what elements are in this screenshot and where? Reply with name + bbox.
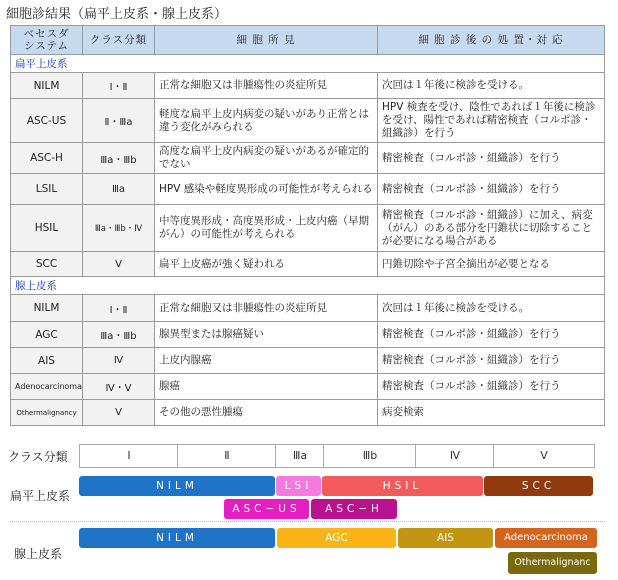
row-action: 精密検査（コルポ診・組織診）を行う — [378, 322, 605, 348]
row-action: 精密検査（コルポ診・組織診）を行う — [378, 174, 605, 205]
header-finding: 細 胞 所 見 — [155, 26, 378, 55]
header-action: 細 胞 診 後 の 処 置・対 応 — [378, 26, 605, 55]
row-name: NILM — [11, 73, 83, 99]
row-class: Ⅳ・Ⅴ — [83, 374, 155, 400]
row-finding: 腺異型または腺癌疑い — [155, 322, 378, 348]
row-name: Othermalignancy — [11, 400, 83, 426]
bar-glandular-adenocarcinoma: Adenocarcinoma — [495, 528, 597, 548]
section-divider — [10, 521, 605, 522]
row-action: 精密検査（コルポ診・組織診）を行う — [378, 348, 605, 374]
row-finding: 正常な細胞又は非腫瘍性の炎症所見 — [155, 295, 378, 322]
row-name: SCC — [11, 252, 83, 277]
row-name: NILM — [11, 295, 83, 322]
row-action: 次回は１年後に検診を受ける。 — [378, 73, 605, 99]
bar-squamous-nilm: NILM — [79, 476, 275, 496]
class-cell: Ⅲb — [323, 444, 416, 468]
bar-squamous-scc: SCC — [484, 476, 593, 496]
bar-glandular-nilm: NILM — [79, 528, 275, 548]
row-finding: その他の悪性腫瘍 — [155, 400, 378, 426]
table-row — [11, 252, 605, 277]
table-row — [11, 400, 605, 426]
row-finding: 中等度異形成・高度異形成・上皮内癌（早期がん）の可能性が考えられる — [155, 205, 378, 252]
row-name: AIS — [11, 348, 83, 374]
table-row — [11, 143, 605, 174]
row-class: Ⅰ・Ⅱ — [83, 295, 155, 322]
row-action: 円錐切除や子宮全摘出が必要となる — [378, 252, 605, 277]
row-class: Ⅰ・Ⅱ — [83, 73, 155, 99]
row-name: ASC-H — [11, 143, 83, 174]
class-cell: Ⅱ — [177, 444, 276, 468]
class-cell: Ⅰ — [79, 444, 178, 468]
row-finding: HPV 感染や軽度異形成の可能性が考えられる — [155, 174, 378, 205]
row-name: Adenocarcinoma — [11, 374, 83, 400]
section-label-squamous: 扁平上皮系 — [11, 55, 605, 73]
row-finding: 腺癌 — [155, 374, 378, 400]
row-action: HPV 検査を受け、陰性であれば１年後に検診を受け、陽性であれば精密検査（コルポ診・組織診）を行う — [378, 99, 605, 143]
bar-glandular-ais: AIS — [398, 528, 493, 548]
row-action: 精密検査（コルポ診・組織診）に加え、病変（がん）のある部分を円錐状に切除することが必要になる場合がある — [378, 205, 605, 252]
bar-glandular-othermalignancy: Othermalignanc — [508, 552, 597, 574]
row-finding: 高度な扁平上皮内病変の疑いがあるが確定的でない — [155, 143, 378, 174]
table-row — [11, 73, 605, 99]
class-cell: Ⅳ — [415, 444, 494, 468]
header-bethesda-line2: システム — [24, 40, 69, 52]
table-header-row — [11, 26, 605, 55]
class-cell: Ⅴ — [493, 444, 595, 468]
row-class: Ⅲa・Ⅲb・Ⅳ — [83, 205, 155, 252]
row-class: Ⅴ — [83, 400, 155, 426]
page-title: 細胞診結果（扁平上皮系・腺上皮系） — [6, 7, 228, 22]
row-name: AGC — [11, 322, 83, 348]
bar-squamous-asc-us: ASC−US — [224, 499, 309, 519]
row-action: 精密検査（コルポ診・組織診）を行う — [378, 374, 605, 400]
bar-glandular-agc: AGC — [277, 528, 396, 548]
class-cell: Ⅲa — [275, 444, 324, 468]
row-finding: 扁平上皮癌が強く疑われる — [155, 252, 378, 277]
table-row — [11, 374, 605, 400]
section-row-squamous — [11, 55, 605, 73]
row-class: Ⅲa — [83, 174, 155, 205]
header-bethesda — [11, 26, 83, 55]
row-class: Ⅱ・Ⅲa — [83, 99, 155, 143]
bar-squamous-asc-h: ASC−H — [311, 499, 397, 519]
row-class: Ⅲa・Ⅲb — [83, 322, 155, 348]
row-name: ASC-US — [11, 99, 83, 143]
row-finding: 正常な細胞又は非腫瘍性の炎症所見 — [155, 73, 378, 99]
header-class: クラス分類 — [83, 26, 155, 55]
row-name: LSIL — [11, 174, 83, 205]
section-row-glandular — [11, 277, 605, 295]
table-row — [11, 99, 605, 143]
bar-squamous-lsil: LSI — [276, 476, 321, 496]
row-finding: 上皮内腺癌 — [155, 348, 378, 374]
header-bethesda-line1: ベセスダ — [23, 28, 70, 40]
row-action: 病変検索 — [378, 400, 605, 426]
row-name: HSIL — [11, 205, 83, 252]
row-finding: 軽度な扁平上皮内病変の疑いがあり正常とは違う変化がみられる — [155, 99, 378, 143]
row-class: Ⅴ — [83, 252, 155, 277]
glandular-label: 腺上皮系 — [14, 547, 63, 561]
table-row — [11, 348, 605, 374]
class-axis-label: クラス分類 — [8, 450, 68, 464]
table-row — [11, 205, 605, 252]
section-label-glandular: 腺上皮系 — [11, 277, 605, 295]
squamous-label: 扁平上皮系 — [10, 489, 71, 503]
bar-squamous-hsil: HSIL — [322, 476, 483, 496]
row-action: 次回は１年後に検診を受ける。 — [378, 295, 605, 322]
row-class: Ⅳ — [83, 348, 155, 374]
table-row — [11, 174, 605, 205]
row-class: Ⅲa・Ⅲb — [83, 143, 155, 174]
row-action: 精密検査（コルポ診・組織診）を行う — [378, 143, 605, 174]
results-table — [10, 25, 605, 426]
table-row — [11, 295, 605, 322]
table-row — [11, 322, 605, 348]
